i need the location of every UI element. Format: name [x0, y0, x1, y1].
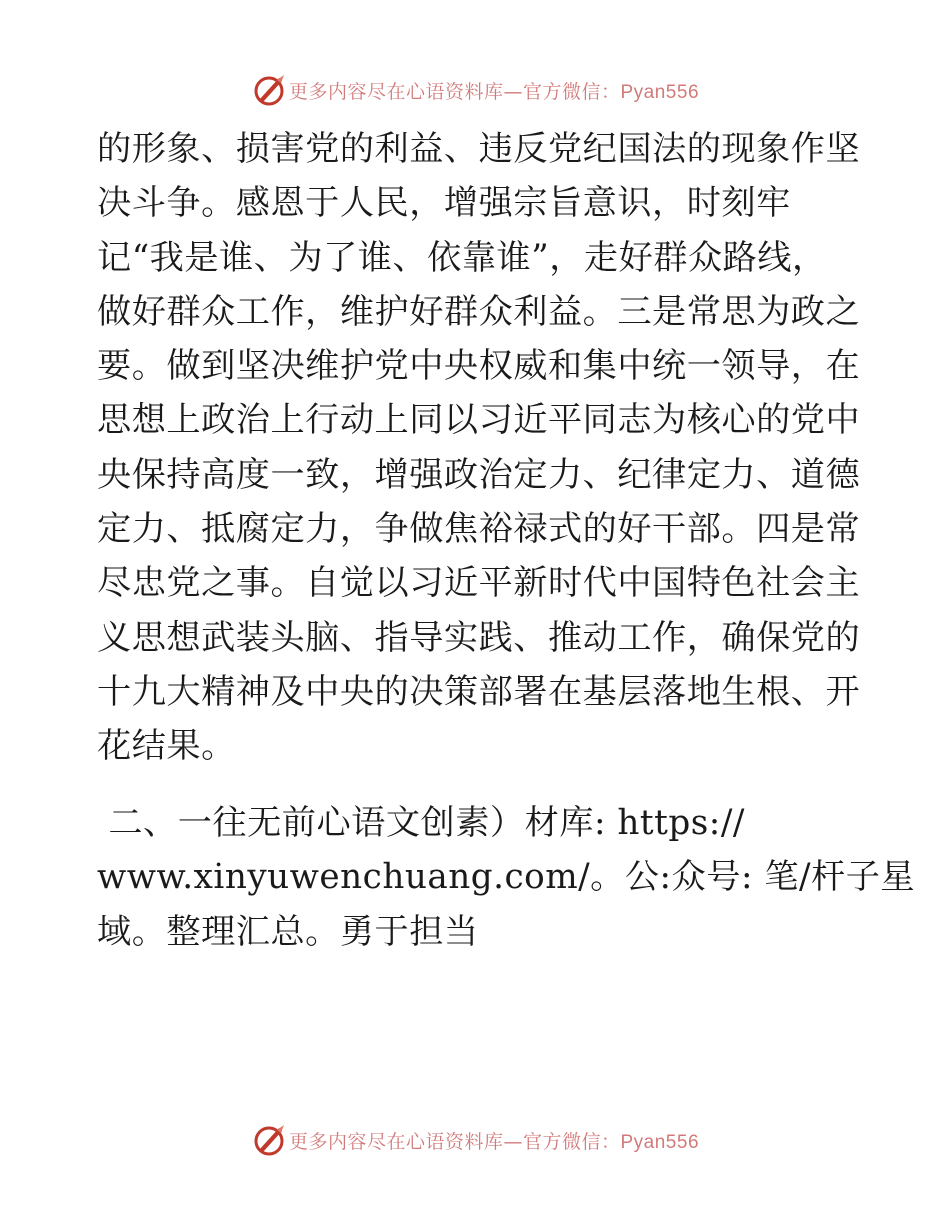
text-line: 定力、抵腐定力，争做焦裕禄式的好干部。四是常: [97, 509, 861, 550]
section-line: 域。整理汇总。勇于担当: [97, 911, 479, 952]
banner-wechat-id: Pyan556: [620, 81, 700, 103]
section-line: www.xinyuwenchuang.com/。公:众号: 笔/杆子星: [97, 857, 916, 898]
text-line: 十九大精神及中央的决策部署在基层落地生根、开: [97, 671, 861, 712]
paragraph: [97, 122, 861, 774]
text-line: 义思想武装头脑、指导实践、推动工作，确保党的: [97, 617, 861, 658]
text-line: 央保持高度一致，增强政治定力、纪律定力、道德: [97, 454, 861, 495]
text-line: 记“我是谁、为了谁、依靠谁”，走好群众路线，: [97, 237, 827, 278]
text-line: 思想上政治上行动上同以习近平同志为核心的党中: [97, 400, 861, 441]
text-line: 尽忠党之事。自觉以习近平新时代中国特色社会主: [97, 563, 861, 604]
red-quill-logo-icon: [251, 1122, 287, 1158]
text-line: 的形象、损害党的利益、违反党纪国法的现象作坚: [97, 129, 861, 169]
section-heading-block: [97, 796, 916, 960]
text-line: 决斗争。感恩于人民，增强宗旨意识，时刻牢: [97, 183, 791, 224]
text-line: 花结果。: [97, 726, 236, 767]
text-line: 要。做到坚决维护党中央权威和集中统一领导，在: [97, 346, 861, 387]
banner-wechat-id: Pyan556: [620, 1131, 700, 1153]
document-body: [97, 122, 916, 959]
banner-text: 更多内容尽在心语资料库—官方微信：: [288, 80, 621, 103]
footer-watermark-banner: [0, 1120, 950, 1160]
text-line: 做好群众工作，维护好群众利益。三是常思为政之: [97, 291, 861, 332]
banner-text: 更多内容尽在心语资料库—官方微信：: [288, 1130, 621, 1153]
section-line: 二、一往无前心语文创素）材库: https://: [97, 802, 745, 843]
red-quill-logo-icon: [251, 72, 287, 108]
header-watermark-banner: [0, 70, 950, 110]
